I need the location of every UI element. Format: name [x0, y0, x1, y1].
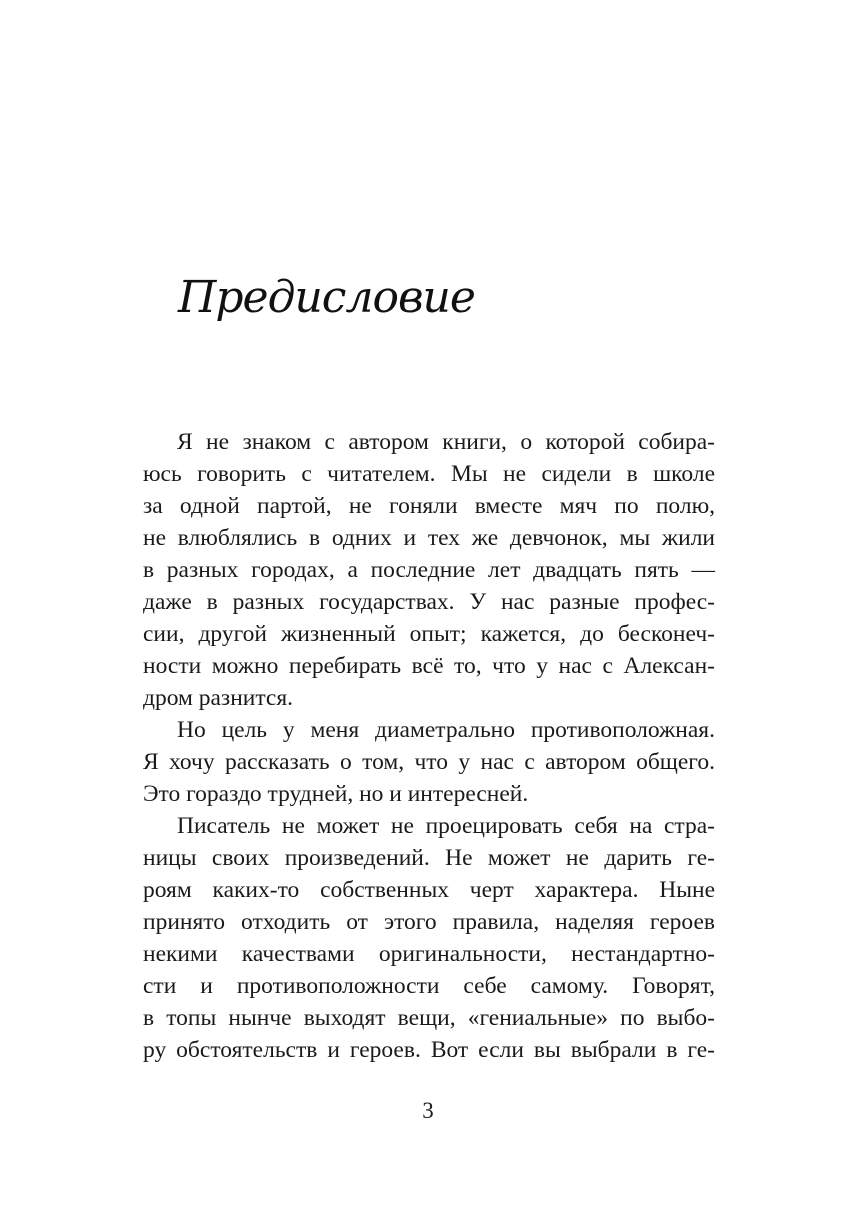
text-line: ности можно перебирать всё то, что у нас с Алексан-: [143, 653, 715, 679]
text-line: некими качествами оригинальности, нестандартно-: [143, 941, 715, 967]
text-line: принято отходить от этого правила, наделяя героев: [143, 909, 715, 935]
text-line: сти и противоположности себе самому. Говорят,: [143, 973, 715, 999]
paragraph: [143, 426, 715, 714]
text-line: юсь говорить с читателем. Мы не сидели в школе: [143, 461, 715, 487]
text-line: за одной партой, не гоняли вместе мяч по полю,: [143, 493, 715, 519]
text-line: Это гораздо трудней, но и интересней.: [143, 781, 529, 807]
text-line: даже в разных государствах. У нас разные профес-: [143, 589, 715, 615]
text-line: в топы нынче выходят вещи, «гениальные» по выбо-: [143, 1005, 715, 1031]
text-line: Но цель у меня диаметрально противоположная.: [177, 717, 715, 743]
paragraph: [143, 714, 715, 810]
text-line: ницы своих произведений. Не может не дарить ге-: [143, 845, 715, 871]
paragraph: [143, 810, 715, 1066]
text-line: ру обстоятельств и героев. Вот если вы выбрали в ге-: [143, 1037, 715, 1063]
chapter-title: Предисловие: [178, 272, 475, 323]
text-line: Я не знаком с автором книги, о которой собира-: [177, 429, 715, 455]
text-line: Я хочу рассказать о том, что у нас с автором общего.: [143, 749, 715, 775]
text-line: сии, другой жизненный опыт; кажется, до бесконеч-: [143, 621, 715, 647]
text-line: не влюблялись в одних и тех же девчонок, мы жили: [143, 525, 715, 551]
body-text: [143, 426, 715, 1066]
page-number: 3: [422, 1098, 434, 1123]
text-line: Писатель не может не проецировать себя на стра-: [177, 813, 715, 839]
text-line: дром разнится.: [143, 685, 294, 711]
text-line: в разных городах, а последние лет двадцать пять —: [143, 557, 715, 583]
text-line: роям каких-то собственных черт характера. Ныне: [143, 877, 715, 903]
